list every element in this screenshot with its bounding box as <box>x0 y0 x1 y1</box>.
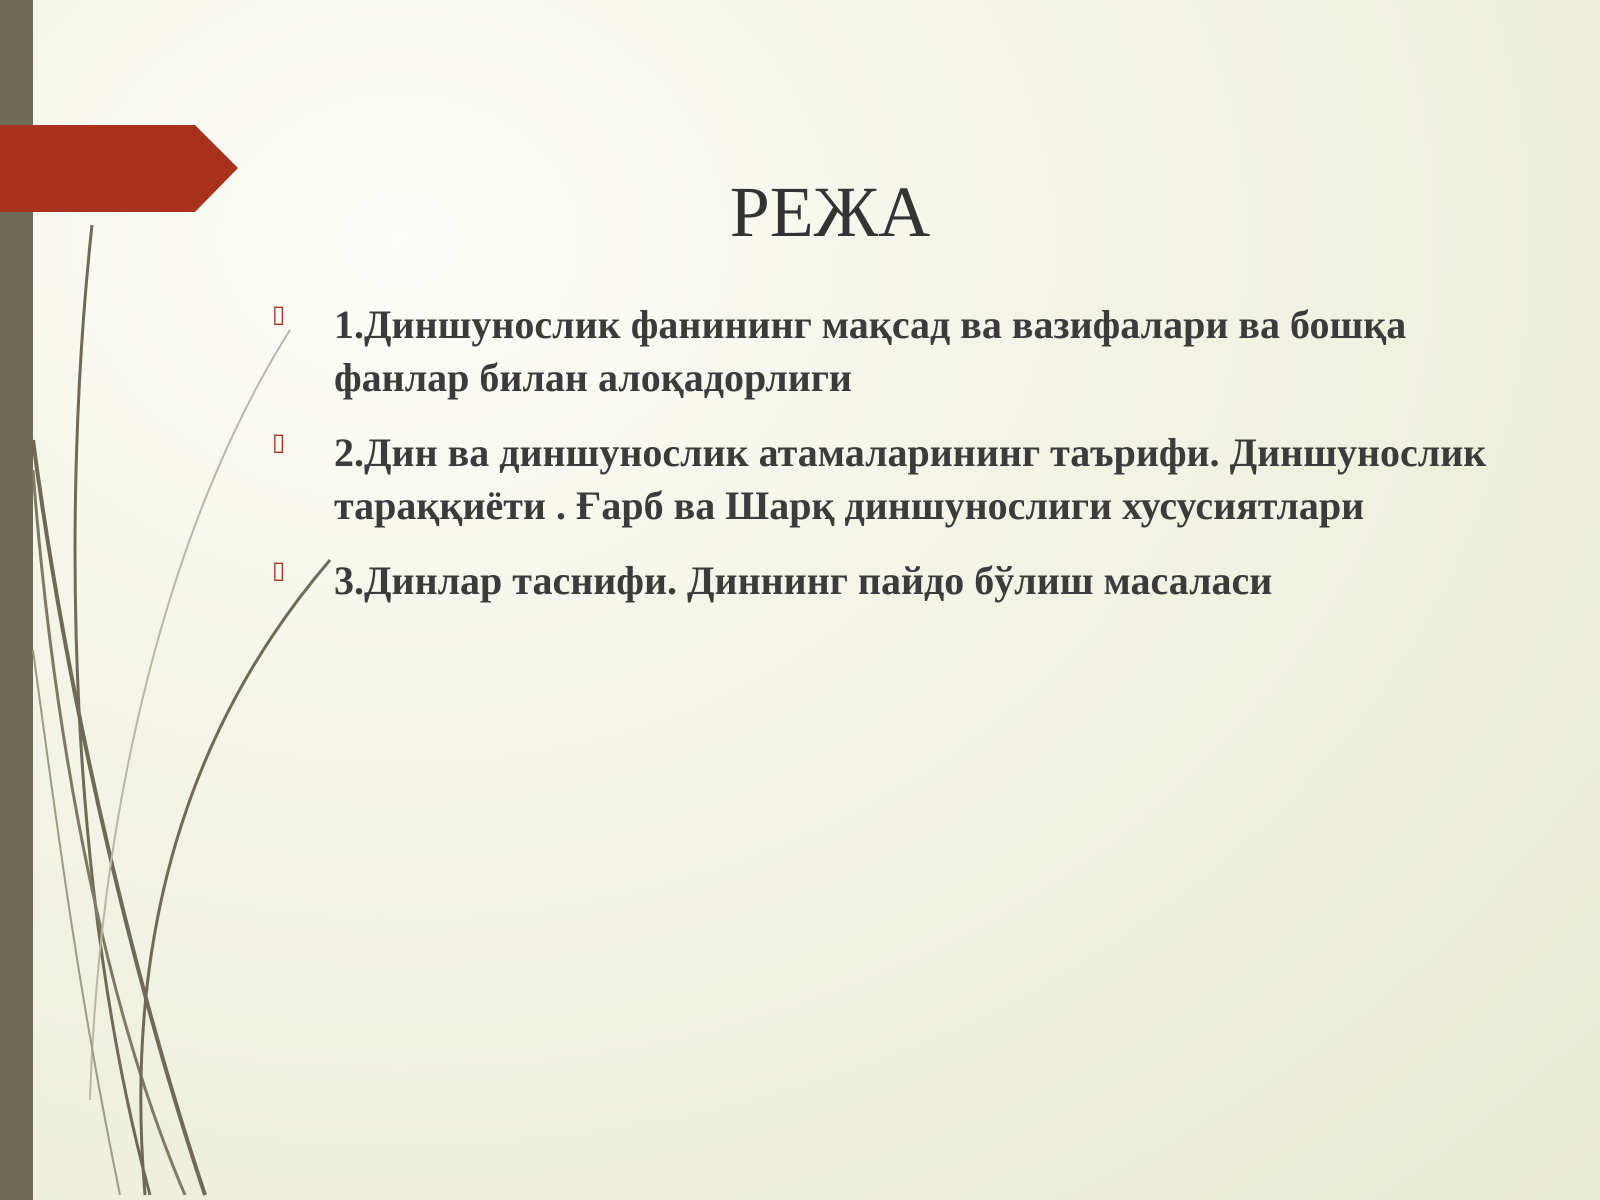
bullet-text: 3.Динлар таснифи. Диннинг пайдо бўлиш масаласи <box>334 558 1273 603</box>
stem-line <box>33 650 120 1195</box>
stem-line <box>141 560 330 1195</box>
list-item <box>272 298 1522 404</box>
bullet-icon: ▯ <box>272 430 286 456</box>
stem-line <box>90 330 290 1100</box>
bullet-text: 1.Диншунослик фанининг мақсад ва вазифалари ва бошқа фанлар билан алоқадорлиги <box>334 302 1407 400</box>
bullet-text: 2.Дин ва диншунослик атамаларининг таърифи. Диншунослик тараққиёти . Ғарб ва Шарқ диншунослиги хусусиятлари <box>334 430 1487 528</box>
stem-line <box>75 225 150 1195</box>
slide-title: РЕЖА <box>729 172 931 253</box>
accent-arrow <box>0 125 238 212</box>
bullet-icon: ▯ <box>272 302 286 328</box>
bullet-list <box>272 298 1522 629</box>
list-item <box>272 426 1522 532</box>
list-item <box>272 554 1522 607</box>
bullet-icon: ▯ <box>272 558 286 584</box>
